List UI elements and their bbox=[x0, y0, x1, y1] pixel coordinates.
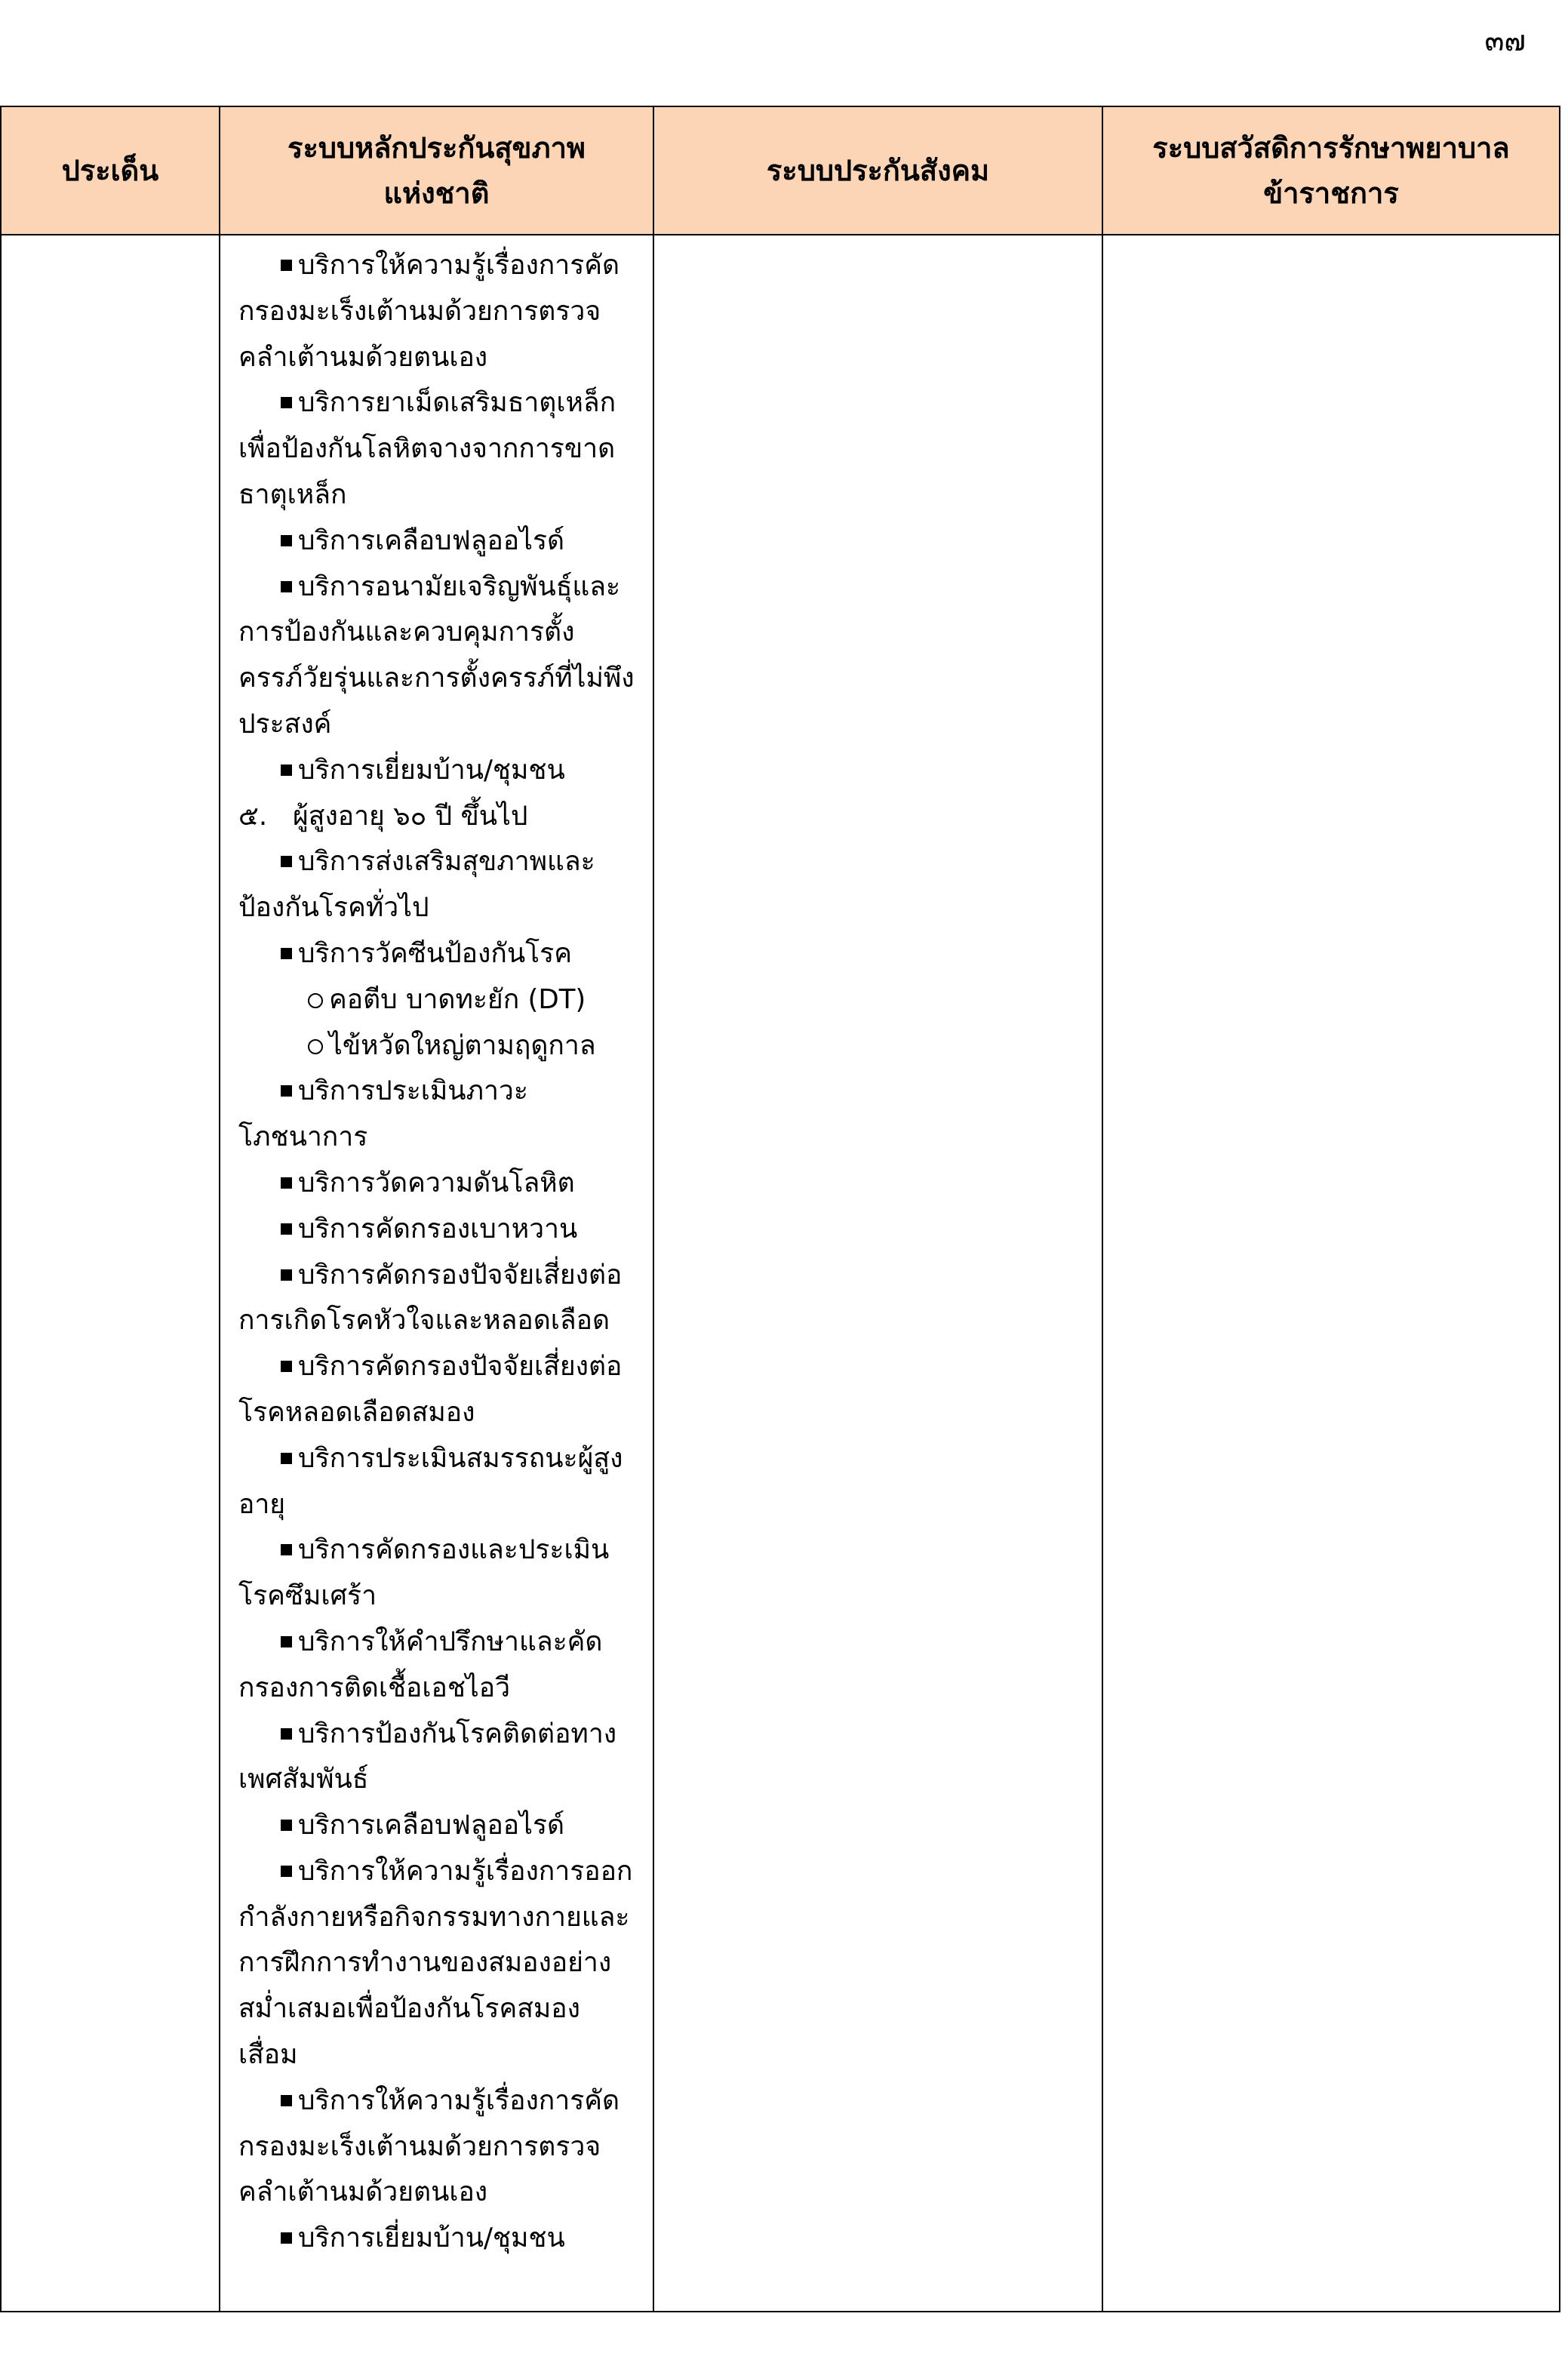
header-nhso-line1: ระบบหลักประกันสุขภาพ bbox=[287, 131, 586, 165]
header-csmbs-line2: ข้าราชการ bbox=[1263, 177, 1399, 210]
list-item: บริการวัคซีนป้องกันโรค bbox=[238, 931, 638, 977]
square-bullet-icon bbox=[281, 1544, 292, 1555]
square-bullet-icon bbox=[281, 397, 292, 408]
square-bullet-icon bbox=[281, 1269, 292, 1281]
square-bullet-icon bbox=[281, 1728, 292, 1740]
list-item: บริการให้ความรู้เรื่องการคัดกรองมะเร็งเต้านมด้วยการตรวจคลำเต้านมด้วยตนเอง bbox=[238, 250, 620, 373]
list-item: บริการคัดกรองปัจจัยเสี่ยงต่อการเกิดโรคหัวใจและหลอดเลือด bbox=[238, 1259, 623, 1337]
list-item: บริการประเมินภาวะโภชนาการ bbox=[238, 1075, 528, 1153]
list-item: บริการอนามัยเจริญพันธุ์และการป้องกันและควบคุมการตั้งครรภ์วัยรุ่นและการตั้งครรภ์ที่ไม่พึงประสงค์ bbox=[238, 571, 635, 740]
header-issue bbox=[1, 106, 220, 235]
header-sso bbox=[653, 106, 1102, 235]
square-bullet-icon bbox=[281, 2095, 292, 2106]
cell-issue bbox=[1, 235, 220, 2312]
cell-sso bbox=[653, 235, 1102, 2312]
group-title: ผู้สูงอายุ ๖๐ ปี ขึ้นไป bbox=[293, 800, 528, 832]
vaccine-subitem: ไข้หวัดใหญ่ตามฤดูกาล bbox=[238, 1023, 638, 1069]
list-item: บริการป้องกันโรคติดต่อทางเพศสัมพันธ์ bbox=[238, 1718, 617, 1795]
benefits-comparison-table bbox=[0, 106, 1560, 2312]
list-item: บริการประเมินสมรรถนะผู้สูงอายุ bbox=[238, 1442, 623, 1520]
group-heading-elderly bbox=[238, 794, 638, 840]
list-item: บริการยาเม็ดเสริมธาตุเหล็กเพื่อป้องกันโลหิตจางจากการขาดธาตุเหล็ก bbox=[238, 387, 616, 510]
table-header-row bbox=[1, 106, 1560, 235]
nhso-service-list bbox=[238, 243, 638, 2262]
square-bullet-icon bbox=[281, 581, 292, 592]
circle-bullet-icon bbox=[308, 993, 323, 1008]
group-number: ๕. bbox=[238, 800, 268, 832]
header-csmbs bbox=[1102, 106, 1560, 235]
header-csmbs-line1: ระบบสวัสดิการรักษาพยาบาล bbox=[1152, 131, 1510, 165]
square-bullet-icon bbox=[281, 535, 292, 546]
cell-nhso bbox=[220, 235, 653, 2312]
square-bullet-icon bbox=[281, 260, 292, 271]
square-bullet-icon bbox=[281, 2232, 292, 2244]
square-bullet-icon bbox=[281, 1636, 292, 1647]
square-bullet-icon bbox=[281, 764, 292, 776]
square-bullet-icon bbox=[281, 948, 292, 959]
list-item: บริการวัดความดันโลหิต bbox=[238, 1161, 638, 1207]
list-item: บริการให้ความรู้เรื่องการออกกำลังกายหรือกิจกรรมทางกายและการฝึกการทำงานของสมองอย่างสม่ำเสมอเพื่อป้องกันโรคสมองเสื่อม bbox=[238, 1855, 633, 2071]
header-sso-label: ระบบประกันสังคม bbox=[766, 154, 990, 187]
list-item: บริการคัดกรองและประเมินโรคซึมเศร้า bbox=[238, 1534, 610, 1612]
list-item: บริการเยี่ยมบ้าน/ชุมชน bbox=[238, 2216, 638, 2262]
list-item: บริการเยี่ยมบ้าน/ชุมชน bbox=[238, 748, 638, 794]
list-item: บริการให้ความรู้เรื่องการคัดกรองมะเร็งเต้านมด้วยการตรวจคลำเต้านมด้วยตนเอง bbox=[238, 2084, 620, 2208]
square-bullet-icon bbox=[281, 1223, 292, 1235]
square-bullet-icon bbox=[281, 856, 292, 867]
list-item: บริการส่งเสริมสุขภาพและป้องกันโรคทั่วไป bbox=[238, 846, 595, 924]
list-item: บริการคัดกรองเบาหวาน bbox=[238, 1207, 638, 1253]
square-bullet-icon bbox=[281, 1085, 292, 1097]
header-nhso bbox=[220, 106, 653, 235]
list-item: บริการให้คำปรึกษาและคัดกรองการติดเชื้อเอชไอวี bbox=[238, 1626, 603, 1703]
list-item: บริการเคลือบฟลูออไรด์ bbox=[238, 1803, 638, 1849]
cell-csmbs bbox=[1102, 235, 1560, 2312]
list-item: บริการคัดกรองปัจจัยเสี่ยงต่อโรคหลอดเลือดสมอง bbox=[238, 1351, 623, 1428]
table-row bbox=[1, 235, 1560, 2312]
header-issue-label: ประเด็น bbox=[61, 154, 159, 187]
square-bullet-icon bbox=[281, 1820, 292, 1831]
list-item: บริการเคลือบฟลูออไรด์ bbox=[238, 518, 638, 565]
page-number: ๓๗ bbox=[1484, 24, 1526, 57]
square-bullet-icon bbox=[281, 1453, 292, 1464]
circle-bullet-icon bbox=[308, 1039, 323, 1054]
square-bullet-icon bbox=[281, 1866, 292, 1877]
header-nhso-line2: แห่งชาติ bbox=[383, 177, 490, 210]
vaccine-subitem: คอตีบ บาดทะยัก (DT) bbox=[238, 977, 638, 1023]
square-bullet-icon bbox=[281, 1361, 292, 1372]
square-bullet-icon bbox=[281, 1177, 292, 1189]
